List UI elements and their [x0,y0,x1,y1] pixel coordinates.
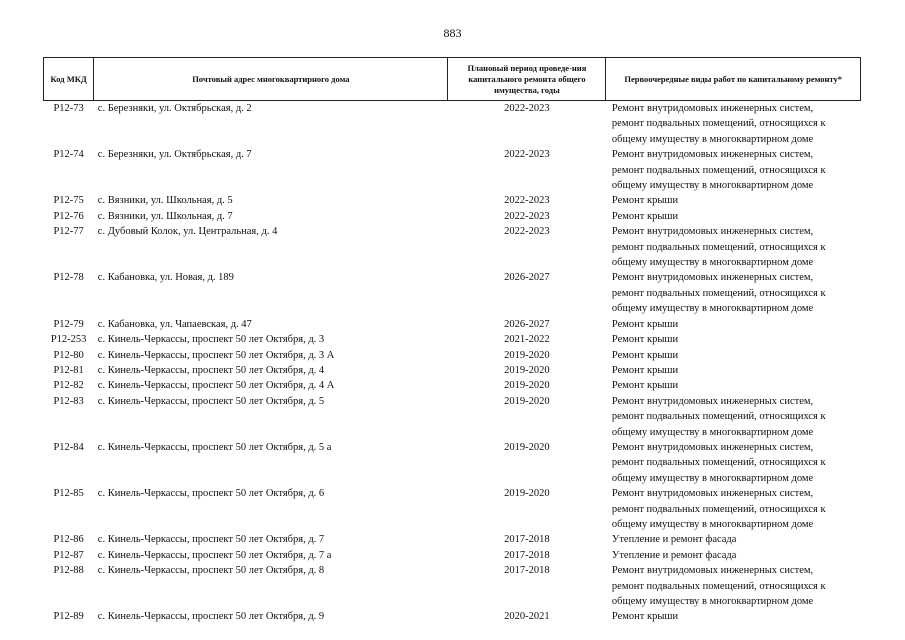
capital-repair-table [43,57,861,625]
works-line: Ремонт внутридомовых инженерных систем, [611,488,814,500]
cell-works [606,209,861,224]
table-row [44,378,861,393]
cell-address: с. Кинель-Черкассы, проспект 50 лет Октября, д. 8 [97,565,325,577]
cell-code: Р12-84 [53,441,84,453]
cell-code: Р12-74 [53,149,84,161]
header-address: Почтовый адрес многоквартирного дома [94,58,448,101]
table-row [44,317,861,332]
cell-code: Р12-89 [53,611,84,623]
cell-works [606,348,861,363]
cell-period: 2019-2020 [504,364,550,376]
works-line: Ремонт крыши [611,318,679,330]
works-line: общему имуществу в многоквартирном доме [611,596,814,607]
works-line: общему имуществу в многоквартирном доме [611,257,814,269]
works-line: ремонт подвальных помещений, относящихся к [611,164,826,176]
cell-code: Р12-253 [50,334,87,346]
cell-works [606,101,861,148]
works-line: Ремонт крыши [611,380,679,392]
works-line: ремонт подвальных помещений, относящихся к [611,411,826,423]
works-line: Ремонт крыши [611,210,679,222]
cell-works [606,440,861,486]
works-line: Ремонт крыши [611,611,679,623]
table-header-row [44,58,861,101]
cell-period: 2022-2023 [504,195,550,207]
cell-code: Р12-79 [53,318,84,330]
cell-address: с. Кинель-Черкассы, проспект 50 лет Октября, д. 7 а [97,549,332,561]
works-line: ремонт подвальных помещений, относящихся к [611,503,826,515]
cell-code: Р12-88 [53,565,84,577]
cell-works [606,563,861,609]
cell-period: 2026-2027 [504,318,550,330]
cell-code: Р12-80 [53,349,84,361]
cell-address: с. Кинель-Черкассы, проспект 50 лет Октября, д. 5 [97,395,325,407]
works-line: Ремонт крыши [611,364,679,376]
cell-works [606,332,861,347]
cell-address: с. Кинель-Черкассы, проспект 50 лет Октября, д. 4 А [97,380,335,392]
page-number: 883 [443,26,462,40]
header-period: Плановый период проведе-ния капитального ремонта общего имущества, годы [448,58,606,101]
cell-address: с. Вязники, ул. Школьная, д. 7 [97,210,233,222]
cell-period: 2021-2022 [504,334,550,346]
table-row [44,101,861,148]
works-line: Ремонт внутридомовых инженерных систем, [611,272,814,284]
cell-works [606,609,861,624]
cell-works [606,270,861,316]
table-row [44,224,861,270]
cell-address: с. Березняки, ул. Октябрьская, д. 7 [97,149,252,161]
table-row [44,270,861,316]
cell-code: Р12-75 [53,195,84,207]
works-line: общему имуществу в многоквартирном доме [611,518,814,530]
table-row [44,147,861,193]
cell-code: Р12-78 [53,272,84,284]
table-row [44,609,861,624]
cell-address: с. Кинель-Черкассы, проспект 50 лет Октября, д. 3 А [97,349,335,361]
works-line: Ремонт крыши [611,349,679,361]
works-line: ремонт подвальных помещений, относящихся к [611,457,826,469]
works-line: общему имуществу в многоквартирном доме [611,426,814,438]
cell-code: Р12-76 [53,210,84,222]
cell-works [606,378,861,393]
cell-period: 2019-2020 [504,488,550,500]
cell-code: Р12-81 [53,364,84,376]
cell-address: с. Кинель-Черкассы, проспект 50 лет Октября, д. 6 [97,488,325,500]
table-row [44,209,861,224]
works-line: Ремонт внутридомовых инженерных систем, [611,565,814,577]
table-row [44,348,861,363]
cell-works [606,193,861,208]
cell-works [606,532,861,547]
cell-code: Р12-83 [53,395,84,407]
table-row [44,563,861,609]
cell-period: 2017-2018 [504,549,550,561]
cell-code: Р12-77 [53,226,84,238]
cell-period: 2017-2018 [504,565,550,577]
table-row [44,548,861,563]
cell-period: 2017-2018 [504,534,550,546]
cell-address: с. Березняки, ул. Октябрьская, д. 2 [97,103,252,114]
cell-period: 2019-2020 [504,441,550,453]
cell-period: 2022-2023 [504,103,550,114]
cell-period: 2020-2021 [504,611,550,623]
header-code: Код МКД [44,58,94,101]
cell-address: с. Кинель-Черкассы, проспект 50 лет Октября, д. 3 [97,334,325,346]
works-line: ремонт подвальных помещений, относящихся к [611,118,826,130]
cell-code: Р12-82 [53,380,84,392]
table-row [44,486,861,532]
cell-works [606,317,861,332]
cell-address: с. Кабановка, ул. Чапаевская, д. 47 [97,318,252,330]
works-line: общему имуществу в многоквартирном доме [611,303,814,315]
cell-address: с. Кинель-Черкассы, проспект 50 лет Октября, д. 9 [97,611,325,623]
cell-code: Р12-87 [53,549,84,561]
cell-address: с. Кинель-Черкассы, проспект 50 лет Октября, д. 5 а [97,441,332,453]
works-line: ремонт подвальных помещений, относящихся к [611,287,826,299]
table-row [44,363,861,378]
cell-works [606,224,861,270]
works-line: Ремонт внутридомовых инженерных систем, [611,395,814,407]
cell-works [606,394,861,440]
cell-period: 2022-2023 [504,149,550,161]
works-line: ремонт подвальных помещений, относящихся к [611,241,826,253]
cell-address: с. Кабановка, ул. Новая, д. 189 [97,272,234,284]
cell-address: с. Дубовый Колок, ул. Центральная, д. 4 [97,226,278,238]
cell-period: 2019-2020 [504,349,550,361]
works-line: Ремонт внутридомовых инженерных систем, [611,441,814,453]
works-line: общему имуществу в многоквартирном доме [611,133,814,145]
cell-period: 2026-2027 [504,272,550,284]
table-row [44,394,861,440]
cell-period: 2019-2020 [504,380,550,392]
works-line: Утепление и ремонт фасада [611,534,737,546]
works-line: Утепление и ремонт фасада [611,549,737,561]
works-line: Ремонт крыши [611,195,679,207]
cell-period: 2022-2023 [504,210,550,222]
cell-works [606,363,861,378]
table-row [44,332,861,347]
table-body [44,101,861,625]
cell-code: Р12-85 [53,488,84,500]
cell-works [606,548,861,563]
cell-works [606,147,861,193]
cell-code: Р12-86 [53,534,84,546]
cell-works [606,486,861,532]
cell-address: с. Вязники, ул. Школьная, д. 5 [97,195,233,207]
table-row [44,532,861,547]
cell-period: 2022-2023 [504,226,550,238]
header-works: Первоочередные виды работ по капитальному ремонту* [606,58,861,101]
works-line: Ремонт крыши [611,334,679,346]
cell-address: с. Кинель-Черкассы, проспект 50 лет Октября, д. 7 [97,534,325,546]
works-line: общему имуществу в многоквартирном доме [611,472,814,484]
table-row [44,193,861,208]
cell-address: с. Кинель-Черкассы, проспект 50 лет Октября, д. 4 [97,364,325,376]
works-line: ремонт подвальных помещений, относящихся к [611,580,826,592]
cell-period: 2019-2020 [504,395,550,407]
works-line: Ремонт внутридомовых инженерных систем, [611,103,814,114]
table-row [44,440,861,486]
works-line: общему имуществу в многоквартирном доме [611,180,814,192]
cell-code: Р12-73 [53,103,84,114]
works-line: Ремонт внутридомовых инженерных систем, [611,226,814,238]
works-line: Ремонт внутридомовых инженерных систем, [611,149,814,161]
